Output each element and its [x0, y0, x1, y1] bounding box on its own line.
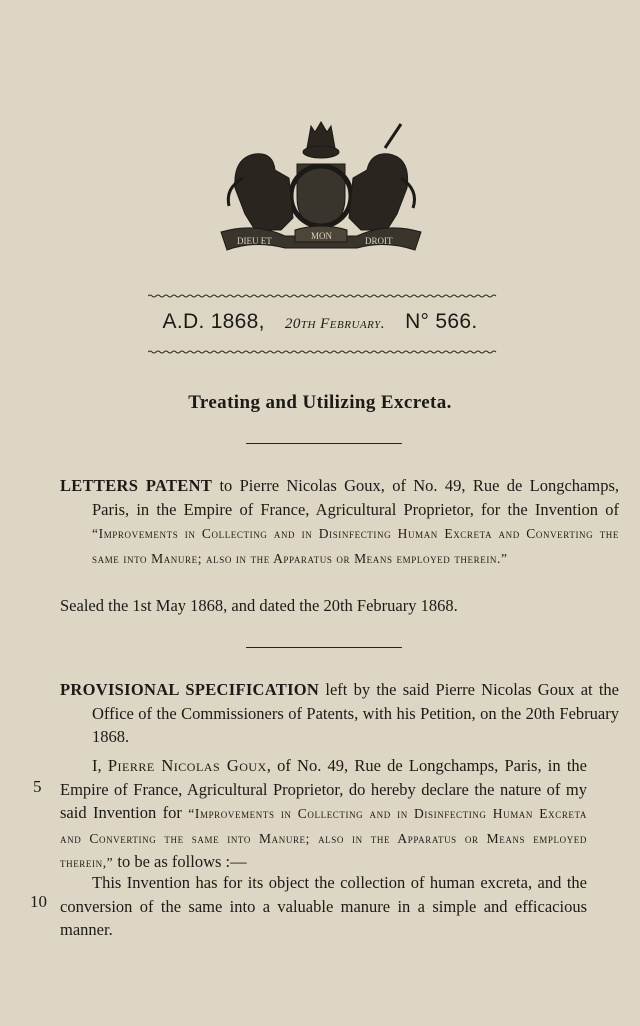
letters-patent-text: to Pierre Nicolas Goux, of No. 49, Rue de Longchamps, Paris, in the Empire of France, Agricultural Proprietor, for the Invention of [92, 476, 619, 519]
provisional-lead: PROVISIONAL SPECIFICATION [60, 680, 320, 699]
patent-date: 20th February. [284, 316, 386, 332]
line-number: 5 [33, 777, 42, 796]
sealed-line: Sealed the 1st May 1868, and dated the 20th February 1868. [60, 596, 458, 615]
invention-title: “Improvements in Collecting and in Disinfecting Human Excreta and Converting the same into Manure; also in the Apparatus or Means employed therein,” [60, 806, 587, 870]
top-wavy-rule [148, 294, 498, 298]
royal-coat-of-arms-icon [215, 118, 427, 253]
letters-patent-lead: LETTERS PATENT [60, 476, 213, 495]
inventor-name: Pierre Nicolas Goux [107, 756, 267, 775]
patent-number-line [0, 308, 640, 334]
declaration-paragraph: I, Pierre Nicolas Goux, of No. 49, Rue de Longchamps, Paris, in the Empire of France, Agricultural Proprietor, do hereby declare the nature of my said Invention for “Improvements in Collecting and in Disinfecting Human Excreta and Converting the same into Manure; also in the Apparatus or Means employed therein,” to be as follows :— [60, 756, 587, 871]
provisional-paragraph [60, 678, 619, 749]
svg-text:DIEU ET: DIEU ET [237, 236, 272, 246]
page-title: Treating and Utilizing Excreta. [188, 392, 452, 413]
object-paragraph: This Invention has for its object the collection of human excreta, and the conversion of the same into a valuable manure in a simple and efficacious manner. [60, 873, 587, 939]
invention-title: “Improvements in Collecting and in Disinfecting Human Excreta and Converting the same into Manure; also in the Apparatus or Means employed therein.” [92, 526, 619, 566]
bottom-wavy-rule [148, 350, 498, 354]
letters-patent-paragraph [60, 474, 619, 570]
patent-number: N° 566. [405, 310, 478, 333]
patent-year: A.D. 1868, [162, 310, 265, 333]
divider [246, 647, 402, 648]
line-number: 10 [30, 892, 47, 911]
svg-text:MON: MON [311, 231, 333, 241]
svg-text:DROIT: DROIT [365, 236, 393, 246]
provisional-text: left by the said Pierre Nicolas Goux at the Office of the Commissioners of Patents, with his Petition, on the 20th February 1868. [92, 680, 619, 746]
divider [246, 443, 402, 444]
